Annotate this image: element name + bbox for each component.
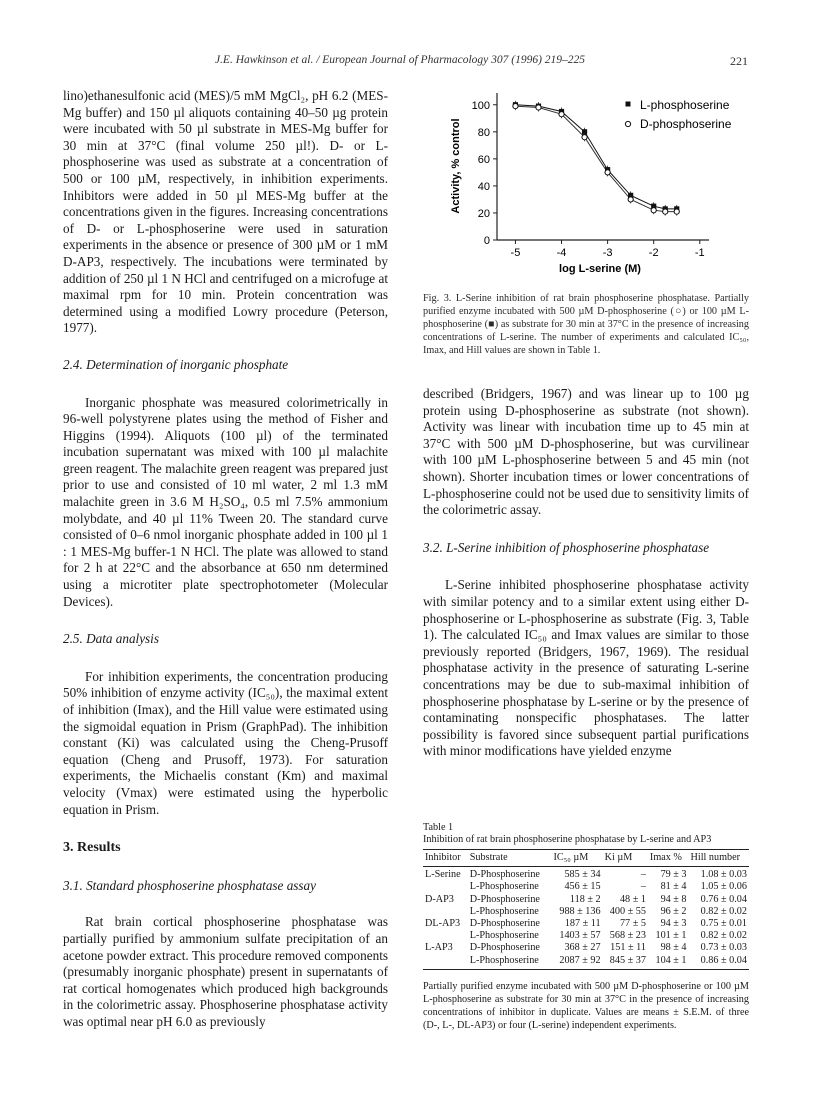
table-cell: 77 ± 5 [619,918,646,930]
table-row [423,918,749,930]
d-phosphoserine-point [513,104,518,109]
table-cell: 151 ± 11 [610,942,646,954]
table-label: Table 1 [423,822,454,833]
running-head: J.E. Hawkinson et al. / European Journal of Pharmacology 307 (1996) 219–225 [214,54,586,66]
x-tick-label: -1 [694,247,705,259]
y-axis-label: Activity, % control [450,118,462,214]
table-cell: D-Phosphoserine [469,918,540,930]
table-cell: 585 ± 34 [564,869,601,881]
d-phosphoserine-point [628,197,633,202]
methods-paragraph: lino)ethanesulfonic acid (MES)/5 mM MgCl₂, pH 6.2 (MES-Mg buffer) and 150 µl aliquots containing 40–50 µg protein were incubated with 50 µl substrate in MES-Mg buffer for 30 min at 37°C (final volume 250 µl!). D- or L-phosphoserine was used as substrate at a concentration of 500 or 100 µM, respectively, in inhibition experiments. Inhibitors were added in 50 µl MES-Mg buffer at the concentrations given in the figures. Increasing concentrations of D- or L-phosphoserine were used in saturation experiments in the absence or presence of 300 µM or 1 mM D-AP3, respectively. The incubations were terminated by addition of 250 µl 1 N HCl and centrifuged on a microfuge at maximal rpm for 10 min. Protein concentration was determined using a modified Lowry procedure (Peterson, 1977). [63,88,388,336]
table-cell: 400 ± 55 [609,905,646,917]
figure-3-caption: Fig. 3. L-Serine inhibition of rat brain phosphoserine phosphatase. Partially purified enzyme incubated with 500 µM D-phosphoserine (○) or 100 µM L-phosphoserine (■) as substrate for 30 min at 37°C in the presence of increasing concentrations of L-serine. The number of experiments and calculated IC₅₀, Imax, and Hill values are shown in Table 1. [423,293,749,356]
table-cell: L-Phosphoserine [468,955,552,970]
table-row [423,942,749,954]
section-heading-2-4: 2.4. Determination of inorganic phosphate [63,356,289,372]
table-cell [423,906,468,918]
table-cell: 2087 ± 92 [552,955,603,970]
legend-marker-d [625,121,630,126]
section-heading-3-2: 3.2. L-Serine inhibition of phosphoserine phosphatase [423,539,710,555]
y-tick-label: 60 [477,153,490,166]
table-cell: 0.82 ± 0.02 [700,905,747,917]
table-cell: 81 ± 4 [660,881,687,893]
table-1 [423,822,749,1032]
table-cell: L-Phosphoserine [469,930,539,942]
table-cell: 101 ± 1 [655,930,687,942]
table-cell: L-Serine [425,869,461,881]
table-cell: 0.82 ± 0.02 [700,930,747,942]
table-cell: D-Phosphoserine [469,942,540,954]
legend-label-l: L-phosphoserine [640,98,730,112]
table-cell: 79 ± 3 [660,869,687,881]
assay-paragraph: Rat brain cortical phosphoserine phosphatase was partially purified by ammonium sulfate precipitation of an acetone powder extract. This procedure removed components (presumably inorganic phosphate) present in supernatants of rat cortical homogenates which produced high backgrounds in the colorimetric assay. Phosphoserine phosphatase activity was optimal near pH 6.0 as previously [63,914,388,1029]
d-phosphoserine-point [605,170,610,175]
table-cell: DL-AP3 [425,918,461,930]
legend-marker-l [626,102,631,107]
d-phosphoserine-point [674,209,679,214]
table-cell: 94 ± 8 [660,893,687,905]
table-row [423,906,749,918]
x-axis-label: log L-serine (M) [559,263,641,275]
table-cell: – [640,869,646,881]
table-cell: D-Phosphoserine [469,869,540,881]
serine-inhibition-paragraph: L-Serine inhibited phosphoserine phosphatase activity with similar potency and to a similar extent using either D-phosphoserine or L-phosphoserine as substrate (Fig. 3, Table 1). The calculated IC₅₀ and Imax values are similar to those previously reported (Bridgers, 1967, 1969). The residual phosphatase activity in the presence of saturating L-serine concentrations may be due to sub-maximal inhibition of phosphoserine phosphatase by L-serine or by the presence of contaminating nonspecific phosphatases. The latter possibility is favored since subsequent partial purifications with minor modifications have yielded enzyme [423,577,749,759]
table-cell: D-AP3 [425,893,454,905]
d-phosphoserine-point [651,208,656,213]
data-analysis-paragraph: For inhibition experiments, the concentration producing 50% inhibition of enzyme activity (IC₅₀), the maximal extent of inhibition (Imax), and the Hill value were estimated using the sigmoidal equation in Prism (GraphPad). The inhibition constant (Ki) was calculated using the Cheng-Prusoff equation (Cheng and Prusoff, 1973). For saturation experiments, the Michaelis constant (Km) and maximal velocity (Vmax) were estimated using the hyperbolic equation in Prism. [63,668,388,817]
left-column [63,88,388,1031]
x-tick-label: -2 [648,247,659,259]
table-cell: 988 ± 136 [559,905,601,917]
table-cell: 368 ± 27 [564,942,601,954]
table-footnote: Partially purified enzyme incubated with 500 µM D-phosphoserine or 100 µM L-phosphoserine as substrate for 30 min at 37°C in the presence of increasing concentrations of inhibitor in duplicate. Values are means ± S.E.M. of three (D-, L-, DL-AP3) or four (L-serine) independent experiments. [423,980,749,1031]
table-cell: 0.73 ± 0.03 [700,942,747,954]
y-tick-label: 0 [483,235,490,247]
x-tick-label: -3 [602,247,613,259]
table-header-cell: Ki µM [603,850,648,867]
right-column [423,386,749,760]
table-cell: 845 ± 37 [603,955,648,970]
d-phosphoserine-point [663,209,668,214]
table-cell: 48 ± 1 [619,893,646,905]
table-row [423,930,749,942]
table-row [423,881,749,893]
table-header-cell: Inhibitor [423,850,468,867]
table-header-cell: IC₅₀ µM [552,850,603,867]
table-cell: 1403 ± 57 [559,930,601,942]
table-cell: 1.05 ± 0.06 [700,881,747,893]
table-cell: 94 ± 3 [660,918,687,930]
x-tick-label: -4 [556,247,567,259]
d-phosphoserine-point [536,105,541,110]
phosphate-paragraph: Inorganic phosphate was measured colorimetrically in 96-well polystyrene plates using the method of Fisher and Higgins (1994). Aliquots (100 µl) of the terminated incubation supernatant was mixed with 100 µl malachite green reagent. The malachite green reagent was prepared just prior to use and consisted of 10 ml water, 2 ml 1.3 mM malachite green in 3.6 M H₂SO₄, 0.5 ml 7.5% ammonium molybdate, and 40 µl 11% Tween 20. The standard curve consisted of 0–6 nmol inorganic phosphate added in 100 µl 1 : 1 MES-Mg buffer-1 N HCl. The plate was allowed to stand for 2 h at 22°C and the absorbance at 650 nm determined using a microtiter plate spectrophotometer (Molecular Devices). [63,394,388,609]
y-tick-label: 80 [477,126,490,139]
table-cell: 1.08 ± 0.03 [700,869,747,881]
table-cell: 187 ± 11 [564,918,601,930]
table-cell: 0.86 ± 0.04 [689,955,749,970]
y-tick-label: 20 [477,207,490,220]
table-cell [423,955,468,970]
legend-label-d: D-phosphoserine [640,117,732,131]
d-phosphoserine-point [582,135,587,140]
table-row [423,867,749,882]
figure-3-chart [445,90,745,280]
x-tick-label: -5 [510,247,521,259]
y-tick-label: 100 [471,99,490,112]
table-cell: 456 ± 15 [564,881,601,893]
data-table [423,849,749,970]
table-header-cell: Hill number [689,850,749,867]
table-cell: 98 ± 4 [660,942,687,954]
page-number: 221 [730,54,748,68]
table-cell: 0.76 ± 0.04 [700,893,747,905]
table-cell: 0.75 ± 0.01 [700,918,747,930]
table-cell: L-Phosphoserine [469,881,539,893]
table-header-cell: Imax % [648,850,689,867]
results-heading: 3. Results [63,840,121,856]
table-cell: – [640,881,646,893]
table-header-cell: Substrate [468,850,552,867]
table-cell: L-AP3 [425,942,453,954]
legend [625,98,731,131]
d-phosphoserine-point [559,112,564,117]
table-cell [423,930,468,942]
table-cell: 104 ± 1 [648,955,689,970]
table-row [423,894,749,906]
section-heading-2-5: 2.5. Data analysis [63,631,159,647]
table-cell: L-Phosphoserine [469,905,539,917]
section-heading-3-1: 3.1. Standard phosphoserine phosphatase assay [63,877,317,893]
results-paragraph-continued: described (Bridgers, 1967) and was linear up to 100 µg protein using D-phosphoserine as substrate (not shown). Activity was linear with incubation time up to 45 min at 37°C with 500 µM D-phosphoserine, but was curvilinear with 100 µM L-phosphoserine between 5 and 45 min (not shown). Shorter incubation times or lower concentrations of L-phosphoserine could not be used due to sensitivity limits of the colorimetric assay. [423,386,749,518]
y-tick-label: 40 [477,180,490,193]
table-cell: 118 ± 2 [569,893,601,905]
table-cell: 96 ± 2 [660,905,687,917]
table-row [423,955,749,970]
table-title: Inhibition of rat brain phosphoserine phosphatase by L-serine and AP3 [423,834,712,845]
table-cell: 568 ± 23 [609,930,646,942]
table-cell [423,881,468,893]
table-cell: D-Phosphoserine [469,893,540,905]
